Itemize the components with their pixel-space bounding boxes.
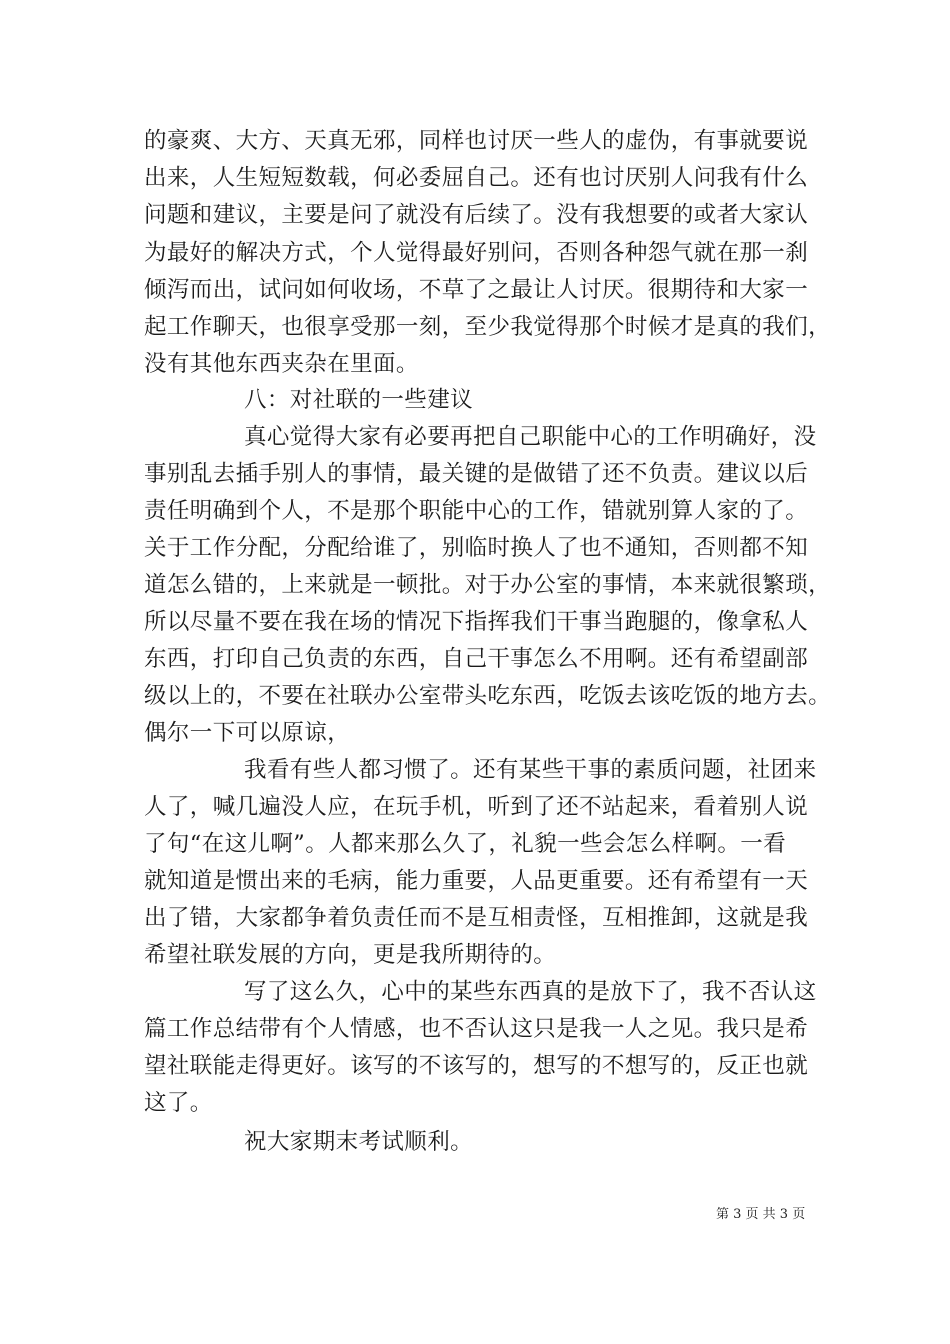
text-line: 偶尔一下可以原谅， <box>144 720 351 746</box>
text-line: 级以上的，不要在社联办公室带头吃东西，吃饭去该吃饭的地方去。 <box>144 683 832 709</box>
text-line: 出来，人生短短数载，何必委屈自己。还有也讨厌别人问我有什么 <box>144 165 809 191</box>
page-number: 第 3 页 共 3 页 <box>716 1207 806 1222</box>
text-line: 希望社联发展的方向，更是我所期待的。 <box>144 942 557 968</box>
text-line: 祝大家期末考试顺利。 <box>244 1129 474 1155</box>
text-line: 真心觉得大家有必要再把自己职能中心的工作明确好，没 <box>244 424 817 450</box>
text-line: 的豪爽、大方、天真无邪，同样也讨厌一些人的虚伪，有事就要说 <box>144 128 809 154</box>
text-line: 就知道是惯出来的毛病，能力重要，人品更重要。还有希望有一天 <box>144 868 809 894</box>
text-line: 这了。 <box>144 1090 213 1116</box>
text-line: 东西，打印自己负责的东西，自己干事怎么不用啊。还有希望副部 <box>144 646 809 672</box>
text-line: 了句“在这儿啊”。人都来那么久了，礼貌一些会怎么样啊。一看 <box>144 831 787 857</box>
text-line: 事别乱去插手别人的事情，最关键的是做错了还不负责。建议以后 <box>144 461 809 487</box>
text-line: 为最好的解决方式，个人觉得最好别问，否则各种怨气就在那一刹 <box>144 240 809 266</box>
text-line: 所以尽量不要在我在场的情况下指挥我们干事当跑腿的，像拿私人 <box>144 609 809 635</box>
text-line: 篇工作总结带有个人情感，也不否认这只是我一人之见。我只是希 <box>144 1016 809 1042</box>
text-line: 望社联能走得更好。该写的不该写的，想写的不想写的，反正也就 <box>144 1053 809 1079</box>
text-line: 出了错，大家都争着负责任而不是互相责怪，互相推卸，这就是我 <box>144 905 809 931</box>
text-line: 起工作聊天，也很享受那一刻，至少我觉得那个时候才是真的我们， <box>144 314 832 340</box>
text-line: 我看有些人都习惯了。还有某些干事的素质问题，社团来 <box>244 757 817 783</box>
text-line: 关于工作分配，分配给谁了，别临时换人了也不通知，否则都不知 <box>144 535 809 561</box>
text-line: 责任明确到个人，不是那个职能中心的工作，错就别算人家的了。 <box>144 498 809 524</box>
text-line: 问题和建议，主要是问了就没有后续了。没有我想要的或者大家认 <box>144 202 809 228</box>
text-line: 写了这么久，心中的某些东西真的是放下了，我不否认这 <box>244 979 817 1005</box>
text-line: 倾泻而出，试问如何收场，不草了之最让人讨厌。很期待和大家一 <box>144 277 809 303</box>
text-line: 道怎么错的，上来就是一顿批。对于办公室的事情，本来就很繁琐， <box>144 572 832 598</box>
text-line: 人了，喊几遍没人应，在玩手机，听到了还不站起来，看着别人说 <box>144 794 809 820</box>
section-heading: 八：对社联的一些建议 <box>244 387 474 413</box>
text-line: 没有其他东西夹杂在里面。 <box>144 351 419 377</box>
